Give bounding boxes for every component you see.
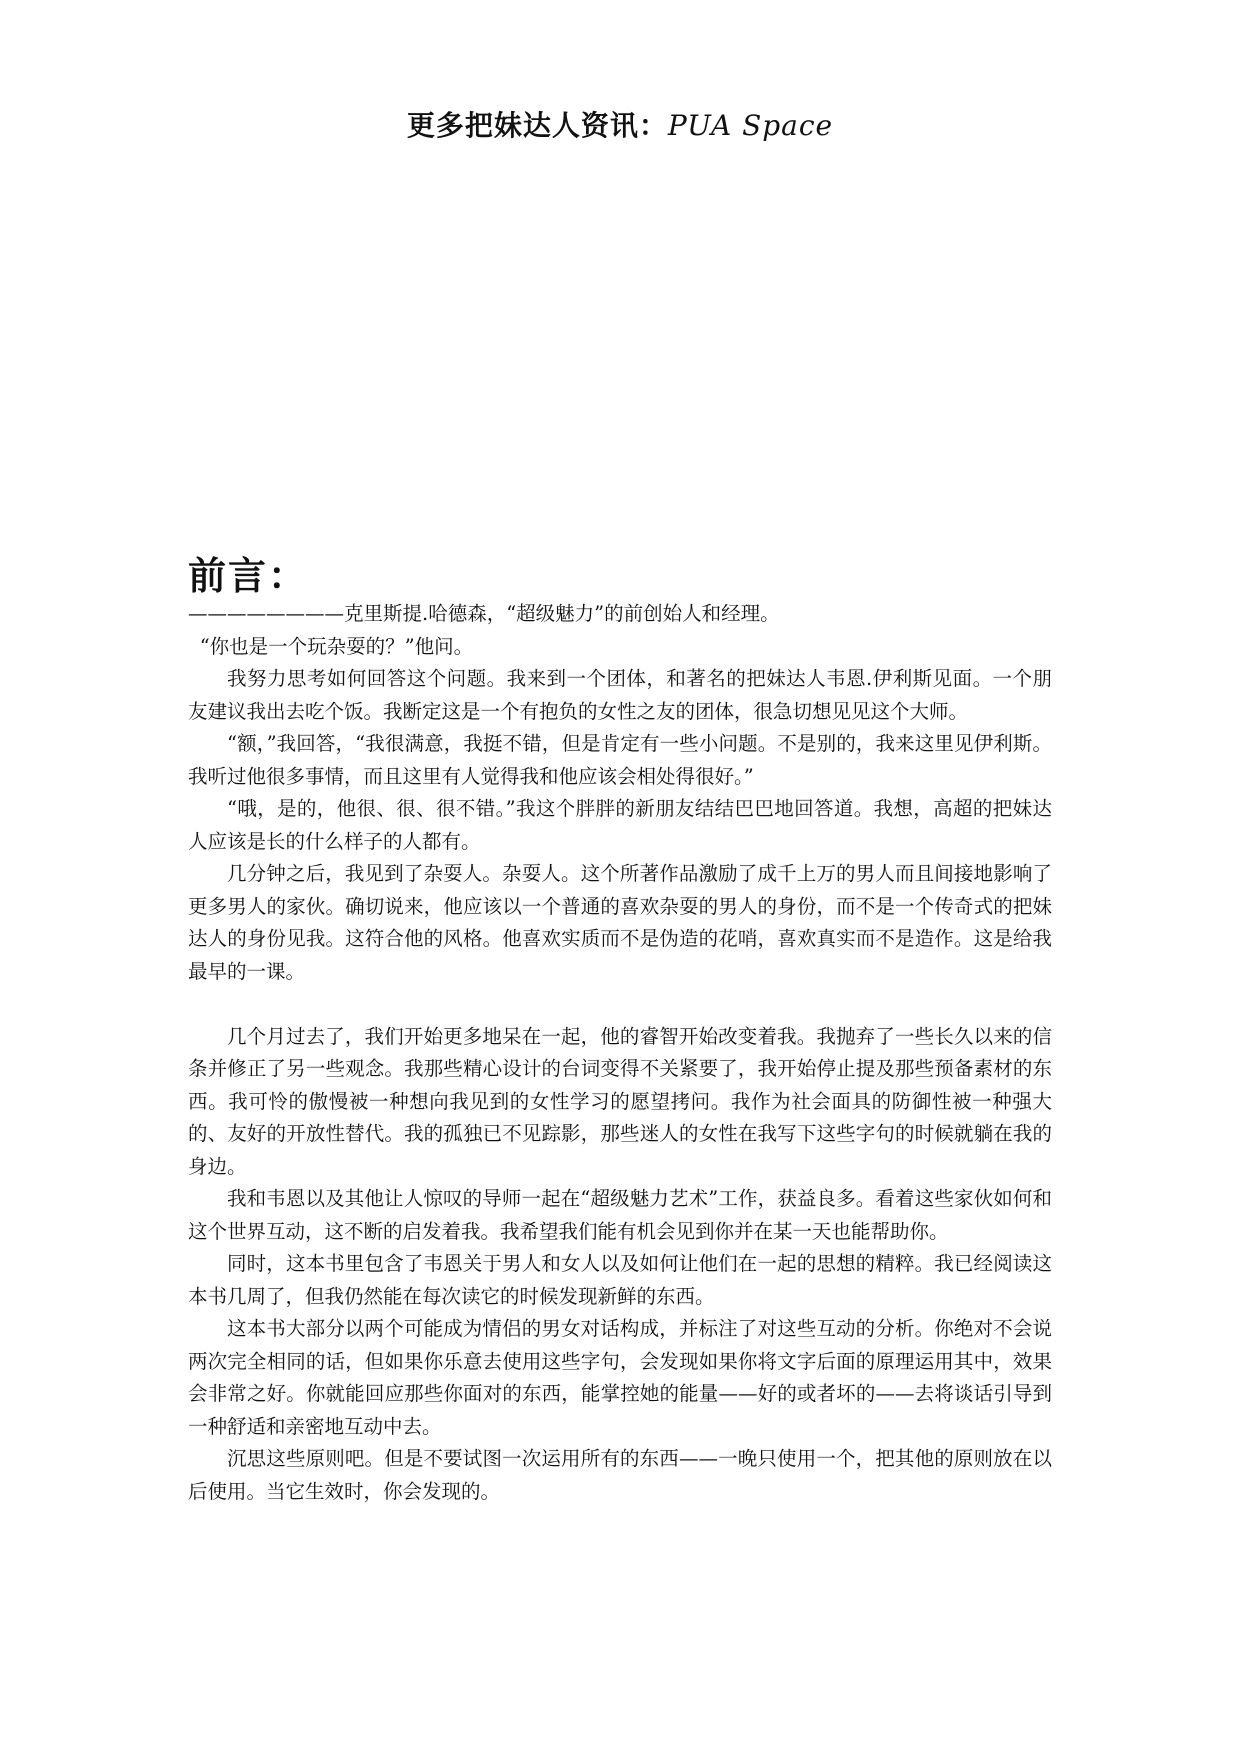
header-brand: PUA Space <box>667 109 834 142</box>
paragraph: “哦，是的，他很、很、很不错。”我这个胖胖的新朋友结结巴巴地回答道。我想，高超的把妹达人应该是长的什么样子的人都有。 <box>188 797 1052 853</box>
paragraph-spacer <box>188 988 1052 1021</box>
paragraph: 同时，这本书里包含了韦恩关于男人和女人以及如何让他们在一起的思想的精粹。我已经阅读这本书几周了，但我仍然能在每次读它的时候发现新鲜的东西。 <box>188 1252 1052 1308</box>
preface-body <box>188 598 1052 1508</box>
header-prefix: 更多把妹达人资讯： <box>406 109 668 142</box>
paragraph: “额，”我回答，“我很满意，我挺不错，但是肯定有一些小问题。不是别的，我来这里见伊利斯。我听过他很多事情，而且这里有人觉得我和他应该会相处得很好。” <box>188 732 1052 788</box>
paragraph: 几分钟之后，我见到了杂耍人。杂耍人。这个所著作品激励了成千上万的男人而且间接地影响了更多男人的家伙。确切说来，他应该以一个普通的喜欢杂耍的男人的身份，而不是一个传奇式的把妹达人的身份见我。这符合他的风格。他喜欢实质而不是伪造的花哨，喜欢真实而不是造作。这是给我最早的一课。 <box>188 862 1052 983</box>
paragraph: 这本书大部分以两个可能成为情侣的男女对话构成，并标注了对这些互动的分析。你绝对不会说两次完全相同的话，但如果你乐意去使用这些字句，会发现如果你将文字后面的原理运用其中，效果会非常之好。你就能回应那些你面对的东西，能掌控她的能量——好的或者坏的——去将谈话引导到一种舒适和亲密地互动中去。 <box>188 1317 1052 1438</box>
paragraph: 几个月过去了，我们开始更多地呆在一起，他的睿智开始改变着我。我抛弃了一些长久以来的信条并修正了另一些观念。我那些精心设计的台词变得不关紧要了，我开始停止提及那些预备素材的东西。我可怜的傲慢被一种想向我见到的女性学习的愿望拷问。我作为社会面具的防御性被一种强大的、友好的开放性替代。我的孤独已不见踪影，那些迷人的女性在我写下这些字句的时候就躺在我的身边。 <box>188 1024 1052 1178</box>
preface-title: 前言： <box>188 553 309 598</box>
paragraph: 我努力思考如何回答这个问题。我来到一个团体，和著名的把妹达人韦恩.伊利斯见面。一个朋友建议我出去吃个饭。我断定这是一个有抱负的女性之友的团体，很急切想见见这个大师。 <box>188 667 1052 723</box>
paragraph: 我和韦恩以及其他让人惊叹的导师一起在“超级魅力艺术”工作，获益良多。看着这些家伙如何和这个世界互动，这不断的启发着我。我希望我们能有机会见到你并在某一天也能帮助你。 <box>188 1187 1052 1243</box>
paragraph: “你也是一个玩杂耍的？”他问。 <box>199 634 474 658</box>
paragraph: 沉思这些原则吧。但是不要试图一次运用所有的东西——一晚只使用一个，把其他的原则放在以后使用。当它生效时，你会发现的。 <box>188 1447 1052 1503</box>
attribution-line: ————————克里斯提.哈德森，“超级魅力”的前创始人和经理。 <box>188 602 780 625</box>
page-header <box>0 104 1240 144</box>
